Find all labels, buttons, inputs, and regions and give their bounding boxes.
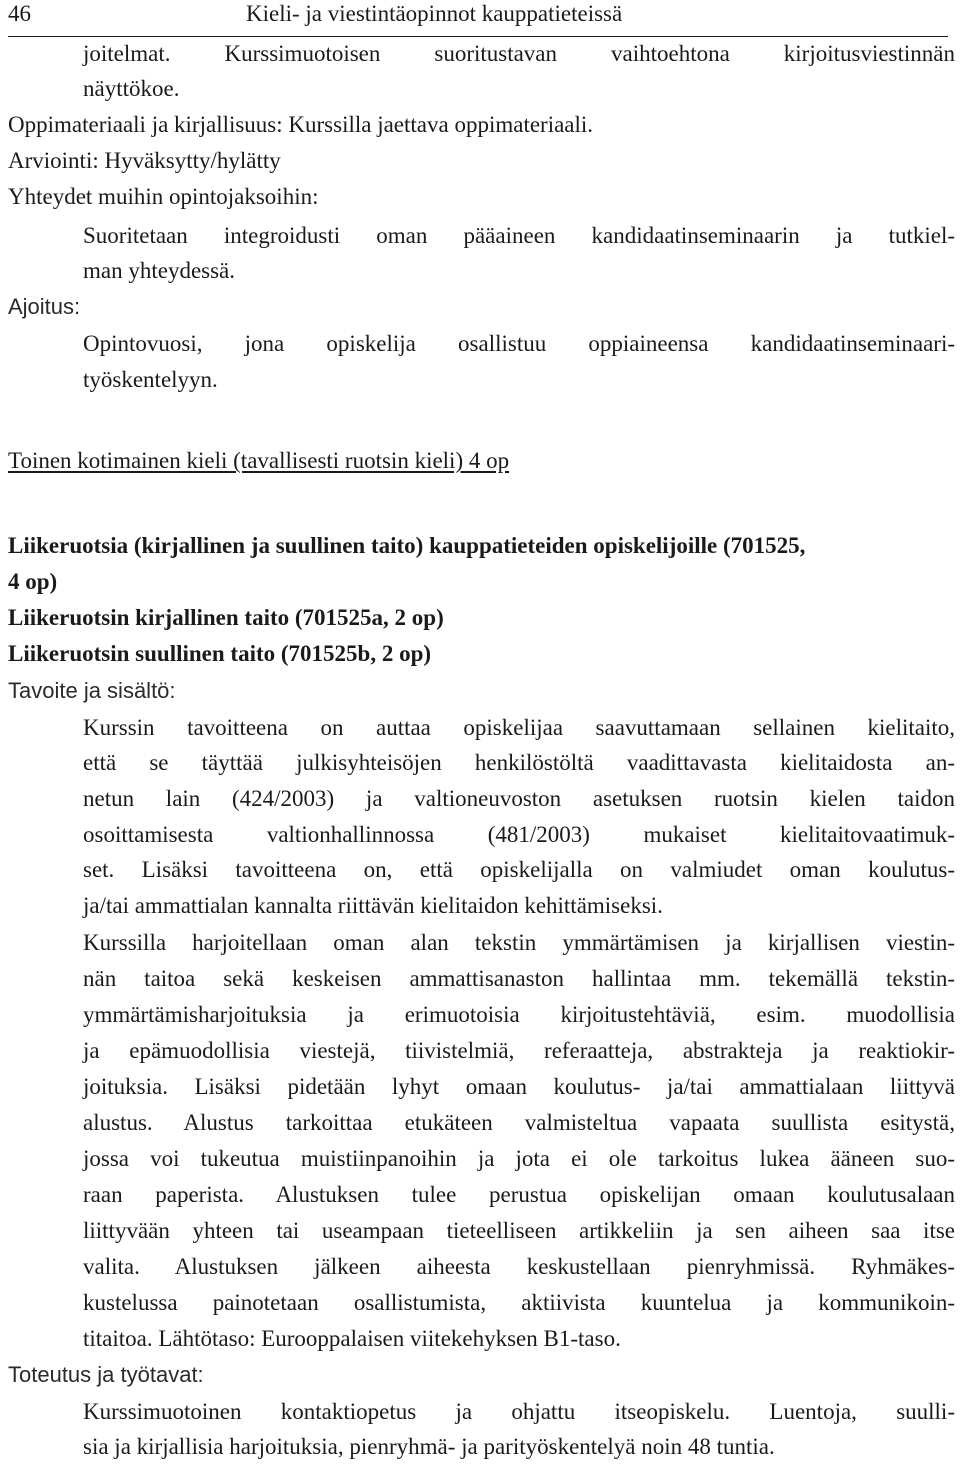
text-line: alustus. Alustus tarkoittaa etukäteen valmisteltua vapaata suullista esitystä,: [83, 1110, 955, 1135]
section-heading: Toinen kotimainen kieli (tavallisesti ruotsin kieli) 4 op: [8, 448, 510, 473]
running-title: Kieli- ja viestintäopinnot kauppatieteissä: [246, 1, 623, 26]
text-line: näyttökoe.: [83, 76, 180, 101]
text-line: Arviointi: Hyväksytty/hylätty: [8, 148, 281, 173]
text-line: man yhteydessä.: [83, 258, 236, 283]
course-title: Liikeruotsia (kirjallinen ja suullinen taito) kauppatieteiden opiskelijoille (701525,: [8, 533, 806, 558]
text-line: ja epämuodollisia viestejä, tiivistelmiä, referaatteja, abstrakteja ja reaktiokir-: [83, 1038, 955, 1063]
section-label-ajoitus: Ajoitus:: [8, 294, 81, 319]
text-line: Kurssin tavoitteena on auttaa opiskelijaa saavuttamaan sellainen kielitaito,: [83, 715, 955, 740]
text-line: nän taitoa sekä keskeisen ammattisanaston hallintaa mm. tekemällä tekstin-: [83, 966, 955, 991]
text-line: Kurssilla harjoitellaan oman alan tekstin ymmärtämisen ja kirjallisen viestin-: [83, 930, 955, 955]
page-header: [8, 0, 948, 37]
text-line: jossa voi tukeutua muistiinpanoihin ja jota ei ole tarkoitus lukea ääneen suo-: [83, 1146, 955, 1171]
text-line: Oppimateriaali ja kirjallisuus: Kurssilla jaettava oppimateriaali.: [8, 112, 594, 137]
text-line: Kurssimuotoinen kontaktiopetus ja ohjattu itseopiskelu. Luentoja, suulli-: [83, 1399, 955, 1424]
text-line: ymmärtämisharjoituksia ja erimuotoisia kirjoitustehtäviä, esim. muodollisia: [83, 1002, 955, 1027]
text-line: työskentelyyn.: [83, 367, 218, 392]
text-line: kustelussa painotetaan osallistumista, aktiivista kuuntelua ja kommunikoin-: [83, 1290, 955, 1315]
text-line: set. Lisäksi tavoitteena on, että opiskelijalla on valmiudet oman koulutus-: [83, 857, 955, 882]
text-line: sia ja kirjallisia harjoituksia, pienryhmä- ja parityöskentelyä noin 48 tuntia.: [83, 1434, 775, 1459]
course-subtitle: Liikeruotsin suullinen taito (701525b, 2 op): [8, 641, 432, 666]
section-label-toteutus: Toteutus ja työtavat:: [8, 1362, 204, 1387]
text-line: että se täyttää julkisyhteisöjen henkilöstöltä vaadittavasta kielitaidosta an-: [83, 750, 955, 775]
section-label-tavoite: Tavoite ja sisältö:: [8, 678, 176, 703]
text-line: joitelmat. Kurssimuotoisen suoritustavan vaihtoehtona kirjoitusviestinnän: [83, 41, 955, 66]
text-line: ja/tai ammattialan kannalta riittävän kielitaidon kehittämiseksi.: [83, 893, 663, 918]
text-line: titaitoa. Lähtötaso: Eurooppalaisen viitekehyksen B1-taso.: [83, 1326, 621, 1351]
text-line: Opintovuosi, jona opiskelija osallistuu oppiaineensa kandidaatinseminaari-: [83, 331, 955, 356]
course-title-cont: 4 op): [8, 569, 58, 594]
course-subtitle: Liikeruotsin kirjallinen taito (701525a, 2 op): [8, 605, 444, 630]
text-line: Suoritetaan integroidusti oman pääaineen kandidaatinseminaarin ja tutkiel-: [83, 223, 955, 248]
text-line: liittyvään yhteen tai useampaan tieteelliseen artikkeliin ja sen aiheen saa itse: [83, 1218, 955, 1243]
text-line: valita. Alustuksen jälkeen aiheesta keskustellaan pienryhmissä. Ryhmäkes-: [83, 1254, 955, 1279]
text-line: netun lain (424/2003) ja valtioneuvoston asetuksen ruotsin kielen taidon: [83, 786, 955, 811]
text-line: Yhteydet muihin opintojaksoihin:: [8, 184, 319, 209]
text-line: joituksia. Lisäksi pidetään lyhyt omaan koulutus- ja/tai ammattialaan liittyvä: [83, 1074, 955, 1099]
text-line: osoittamisesta valtionhallinnossa (481/2003) mukaiset kielitaitovaatimuk-: [83, 822, 955, 847]
text-line: raan paperista. Alustuksen tulee perustua opiskelijan omaan koulutusalaan: [83, 1182, 955, 1207]
page-number: 46: [8, 1, 31, 26]
